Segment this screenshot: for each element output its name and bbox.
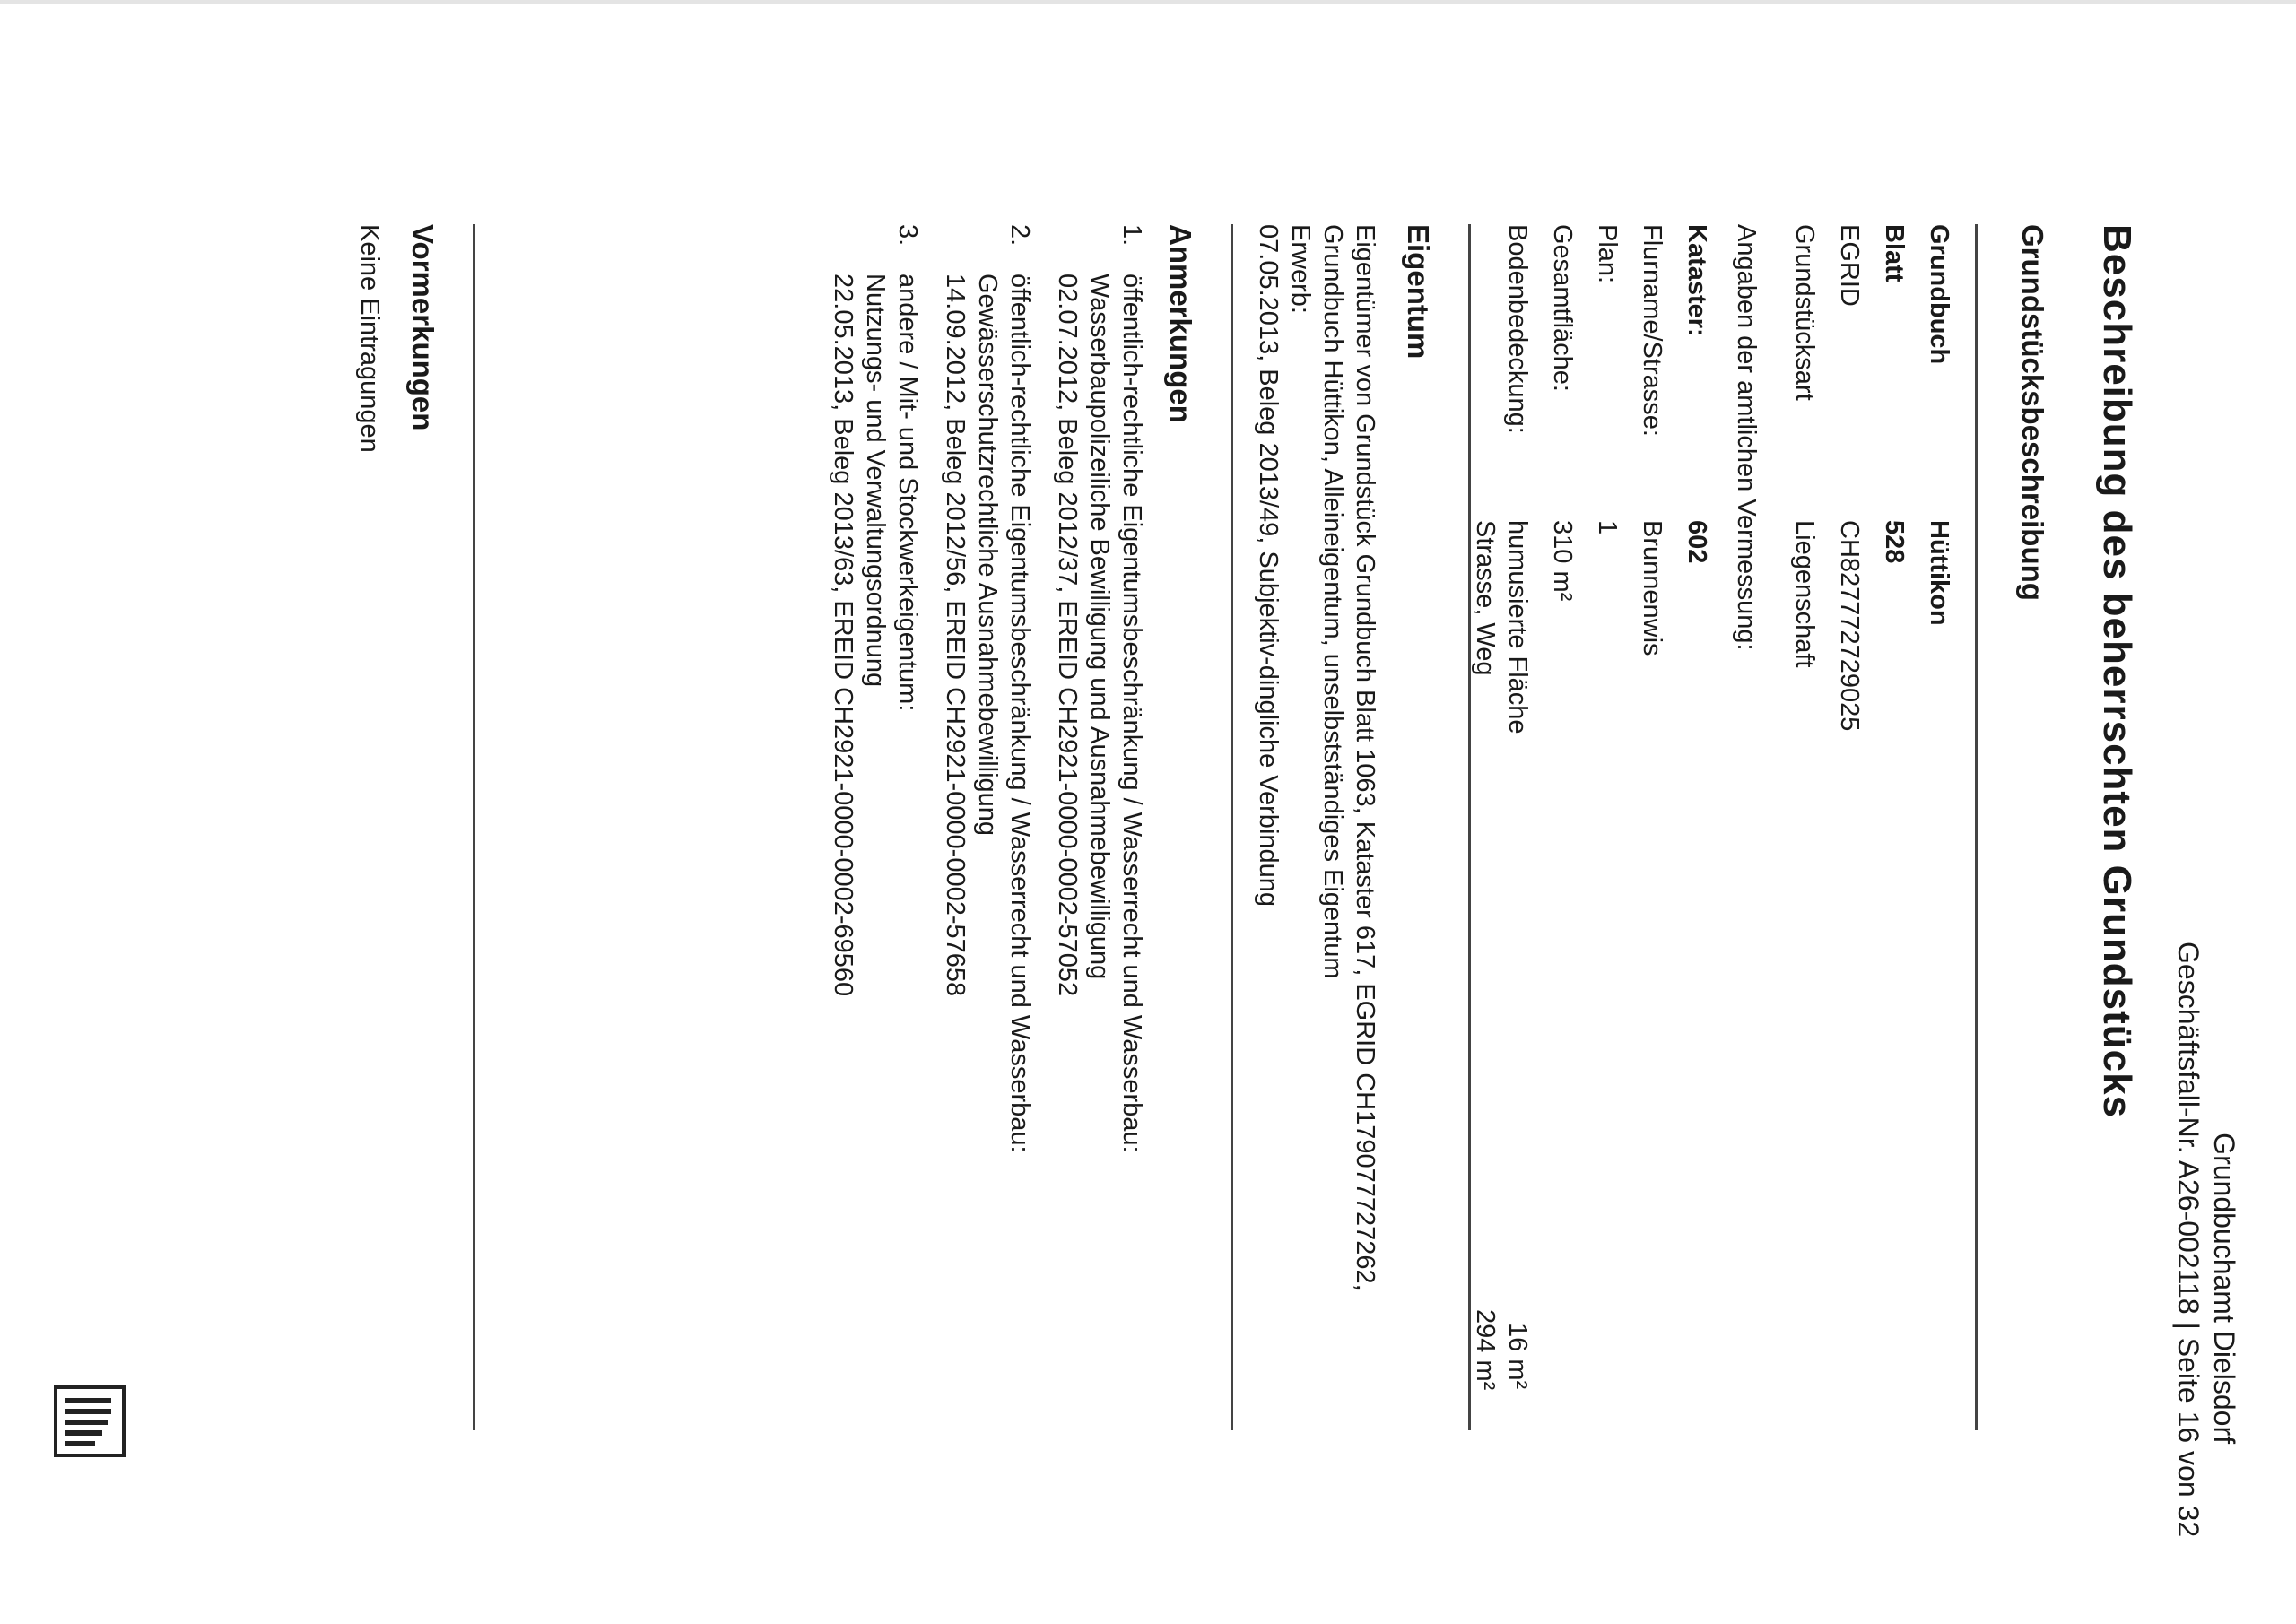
ownership-details [1252,224,1381,1291]
flurname-label: Flurname/Strasse: [1638,224,1666,437]
divider [1468,224,1471,1430]
kataster-value: 602 [1683,520,1711,564]
annotation-line: 14.09.2012, Beleg 2012/56, EREID CH2921-0000-0002-57658 [941,274,970,997]
annotation-number: 3. [893,224,922,247]
bodenbedeckung-type: Strasse, Weg [1471,520,1500,676]
blatt-value: 528 [1880,520,1909,564]
egrid-label: EGRID [1835,224,1864,307]
plan-value: 1 [1593,520,1622,535]
grundbuch-label: Grundbuch [1925,224,1953,365]
bodenbedeckung-area: 16 m² [1503,1323,1532,1390]
annotation-line: Gewässerschutzrechtliche Ausnahmebewilligung [973,274,1002,837]
grundbuchamt-logo-icon [54,1385,126,1457]
annotation-line: 22.05.2013, Beleg 2013/63, EREID CH2921-0000-0002-69560 [829,274,857,997]
annotation-line: 02.07.2012, Beleg 2012/37, EREID CH2921-0000-0002-57052 [1053,274,1082,997]
divider [1975,224,1978,1430]
section-heading-grundstuecksbeschreibung: Grundstücksbeschreibung [2016,224,2049,601]
gesamtflaeche-label: Gesamtfläche: [1548,224,1577,392]
grundstuecksart-value: Liegenschaft [1790,520,1819,668]
annotation-line: Nutzungs- und Verwaltungsordnung [861,274,890,688]
flurname-value: Brunnenwis [1638,520,1666,656]
vermessung-label: Angaben der amtlichen Vermessung: [1732,224,1761,651]
kataster-label: Kataster: [1683,224,1711,337]
grundstuecksart-label: Grundstücksart [1790,224,1819,401]
ownership-line: Grundbuch Hüttikon, Alleineigentum, unselbstständiges Eigentum [1318,224,1347,979]
annotation-line: öffentlich-rechtliche Eigentumsbeschränkung / Wasserrecht und Wasserbau: [1118,274,1146,1153]
acquisition-label: Erwerb: [1286,224,1315,314]
section-heading-eigentum: Eigentum [1402,224,1435,360]
acquisition-details: 07.05.2013, Beleg 2013/49, Subjektiv-dingliche Verbindung [1254,224,1283,908]
annotation-line: andere / Mit- und Stockwerkeigentum: [893,274,922,712]
gesamtflaeche-value: 310 m² [1548,520,1577,602]
ownership-line: Eigentümer von Grundstück Grundbuch Blatt 1063, Kataster 617, EGRID CH179077727262, [1351,224,1379,1291]
grundbuch-value: Hüttikon [1925,520,1953,626]
divider [473,224,475,1430]
annotation-number: 1. [1118,224,1146,247]
office-name: Grundbuchamt Dielsdorf [2208,1133,2240,1444]
case-reference: Geschäftsfall-Nr. A26-002118 | Seite 16 von 32 [2172,942,2205,1538]
bodenbedeckung-type: humusierte Fläche [1503,520,1532,734]
page-title: Beschreibung des beherrschten Grundstücks [2095,224,2139,1119]
egrid-value: CH827772729025 [1835,520,1864,732]
bodenbedeckung-area: 294 m² [1471,1309,1500,1391]
plan-label: Plan: [1593,224,1622,284]
section-heading-vormerkungen: Vormerkungen [406,224,439,431]
annotation-line: öffentlich-rechtliche Eigentumsbeschränkung / Wasserrecht und Wasserbau: [1005,274,1034,1153]
divider [1231,224,1233,1430]
annotation-number: 2. [1005,224,1034,247]
blatt-label: Blatt [1880,224,1909,282]
vormerkungen-text: Keine Eintragungen [355,224,384,453]
section-heading-anmerkungen: Anmerkungen [1164,224,1197,423]
annotation-line: Wasserbaupolizeiliche Bewilligung und Ausnahmebewilligung [1085,274,1114,980]
bodenbedeckung-label: Bodenbedeckung: [1503,224,1532,434]
